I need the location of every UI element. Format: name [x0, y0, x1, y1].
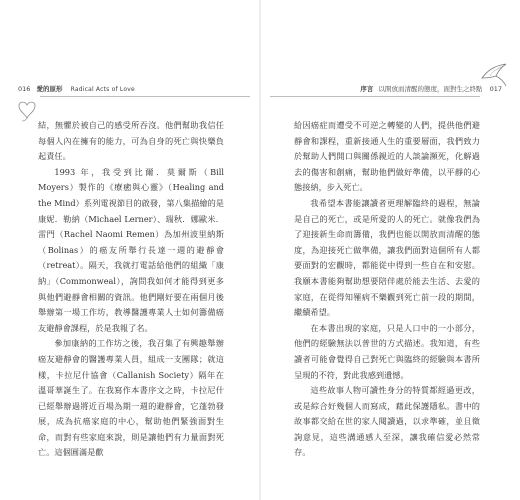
- book-title: 愛的原形: [36, 85, 63, 93]
- chapter-label: 序言: [360, 85, 374, 93]
- right-header-rule: [270, 96, 480, 97]
- left-header-rule: [40, 96, 250, 97]
- left-paragraph-3: 參加康納的工作坊之後，我召集了有興趣舉辦癌友避靜會的醫護專業人員，組成一支團隊；就這樣，卡拉尼什協會（Callanish Society）隔年在溫哥華誕生了。在我寫作本書序文之時，卡拉尼什已經舉辦過將近百場為期一週的避靜會，它蓬勃發展，成為抗癌家庭的中心，幫助他們緊強面對生命，而對有些家庭來說，則是讓他們有力量面對死亡。這個圓滿是歡: [38, 338, 224, 458]
- left-paragraph-2: 1993 年，我受到比爾．莫爾斯（Bill Moyers）製作的《療癒與心靈》（Healing and the Mind）系列電視節目的啟發，第八集描繪的是康妮．勒納（Michael Lerner）、瑞秋．娜歐米．雷門（Rachel Naomi Remen）為加州波里納斯（Bolinas）的癌友所舉行長達一週的避靜會（retreat）。隔天，我就打電話給他們的組織「康納」（Commonweal），詢問我如何才能得到更多與他們避靜會相關的資訊。他們剛好要在兩個月後舉辦第一場工作坊，教導醫護專業人士如何籌備癌友避靜會課程，於是我報了名。: [38, 166, 224, 333]
- book-english-title: Radical Acts of Love: [70, 86, 135, 93]
- page-gutter: [259, 0, 261, 500]
- left-running-header: [18, 84, 135, 93]
- right-page-body: [294, 118, 480, 461]
- right-paragraph-3: 在本書出現的家庭，只是人口中的一小部分，他們的經驗無法以普世的方式描述。我知道，有些讀者可能會覺得自己對死亡與臨終的經驗與本書所呈現的不符，對此我感到遺憾。: [294, 322, 480, 380]
- right-page-number: 017: [489, 85, 502, 93]
- left-page-number: 016: [18, 85, 31, 93]
- chapter-title: 以開放而清醒的態度，面對生之終點: [378, 85, 483, 93]
- right-paragraph-1: 給因癌症而遭受不可逆之轉變的人們，提供他們避靜會和課程，重新接通人生的重要層面，我們致力於幫助人們開口與關係親近的人談論瀕死，化解過去的傷害和創痛，幫助他們做好準備，以平靜的心態接納，步入死亡。: [294, 120, 480, 193]
- left-page-body: [38, 118, 224, 461]
- right-paragraph-2: 我希望本書能讓讀者更理解臨終的過程，無論是自己的死亡，或是所愛的人的死亡。就像我們為了迎接新生命而籌備，我們也能以開放而清醒的態度，為迎接死亡做準備，讓我們面對這個所有人都要面對的宏觀時，都能從中得到一些自在和安慰。我願本書能夠幫助想要陪伴處於能去生活、去愛的家庭，在從得知罹病不樂觀到死亡前一段的期間，繼續希望。: [294, 197, 480, 318]
- bird-ornament-icon: [476, 56, 512, 92]
- right-paragraph-4: 這些故事人物可讀性身分的特質都經過更改，或是綜合好幾個人而寫成，藉此保護隱私。書中的故事都交給在世的家人閱讀過，以求準確，並且徵詢意見，這些溝通感人至深，讓我確信愛必然常存。: [294, 385, 480, 458]
- left-paragraph-1: 結，無懼於被自己的感受所吞沒。他們幫助我信任每個人內在擁有的能力，可為自身的死亡與快樂負起責任。: [38, 120, 224, 162]
- heart-ornament-icon: [16, 96, 38, 122]
